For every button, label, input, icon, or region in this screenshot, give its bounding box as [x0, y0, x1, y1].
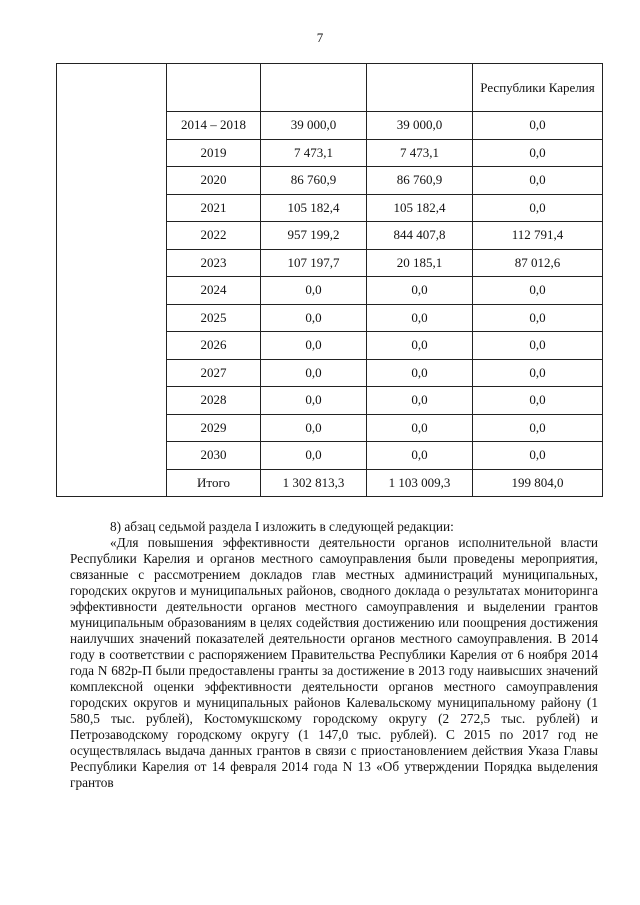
federal-cell: 39 000,0: [367, 112, 473, 140]
republic-cell: 0,0: [473, 112, 603, 140]
header-cell-empty: [367, 64, 473, 112]
year-cell: 2023: [167, 249, 261, 277]
republic-cell: 0,0: [473, 387, 603, 415]
header-cell-empty: [167, 64, 261, 112]
year-cell: Итого: [167, 469, 261, 497]
paragraph-amendment: 8) абзац седьмой раздела I изложить в следующей редакции:: [110, 519, 454, 534]
federal-cell: 20 185,1: [367, 249, 473, 277]
page-number: 7: [316, 30, 324, 45]
republic-cell: 87 012,6: [473, 249, 603, 277]
republic-cell: 0,0: [473, 414, 603, 442]
total-cell: 39 000,0: [261, 112, 367, 140]
total-cell: 957 199,2: [261, 222, 367, 250]
year-cell: 2025: [167, 304, 261, 332]
year-cell: 2024: [167, 277, 261, 305]
total-cell: 0,0: [261, 359, 367, 387]
year-cell: 2022: [167, 222, 261, 250]
republic-cell: 112 791,4: [473, 222, 603, 250]
republic-cell: 0,0: [473, 304, 603, 332]
year-cell: 2026: [167, 332, 261, 360]
federal-cell: 844 407,8: [367, 222, 473, 250]
total-cell: 0,0: [261, 304, 367, 332]
year-cell: 2019: [167, 139, 261, 167]
republic-cell: 0,0: [473, 277, 603, 305]
republic-cell: 0,0: [473, 139, 603, 167]
federal-cell: 7 473,1: [367, 139, 473, 167]
total-cell: 0,0: [261, 414, 367, 442]
total-cell: 0,0: [261, 442, 367, 470]
federal-cell: 86 760,9: [367, 167, 473, 195]
federal-cell: 105 182,4: [367, 194, 473, 222]
federal-cell: 0,0: [367, 442, 473, 470]
year-cell: 2021: [167, 194, 261, 222]
header-cell-empty: [261, 64, 367, 112]
federal-cell: 0,0: [367, 277, 473, 305]
total-cell: 0,0: [261, 332, 367, 360]
blank-cell: [57, 64, 167, 497]
year-cell: 2030: [167, 442, 261, 470]
year-cell: 2020: [167, 167, 261, 195]
table-header-row: [57, 64, 603, 112]
republic-cell: 0,0: [473, 167, 603, 195]
federal-cell: 1 103 009,3: [367, 469, 473, 497]
federal-cell: 0,0: [367, 387, 473, 415]
republic-cell: 0,0: [473, 332, 603, 360]
total-cell: 7 473,1: [261, 139, 367, 167]
federal-cell: 0,0: [367, 304, 473, 332]
federal-cell: 0,0: [367, 414, 473, 442]
republic-cell: 0,0: [473, 359, 603, 387]
total-cell: 107 197,7: [261, 249, 367, 277]
year-cell: 2014 – 2018: [167, 112, 261, 140]
republic-cell: 0,0: [473, 442, 603, 470]
year-cell: 2027: [167, 359, 261, 387]
total-cell: 1 302 813,3: [261, 469, 367, 497]
total-cell: 105 182,4: [261, 194, 367, 222]
republic-cell: 0,0: [473, 194, 603, 222]
republic-cell: 199 804,0: [473, 469, 603, 497]
total-cell: 0,0: [261, 387, 367, 415]
year-cell: 2028: [167, 387, 261, 415]
total-cell: 86 760,9: [261, 167, 367, 195]
header-cell-republic: Республики Карелия: [473, 64, 603, 112]
budget-table: [56, 63, 603, 497]
paragraph-quoted-text: «Для повышения эффективности деятельности органов исполнительной власти Республики Карелия и органов местного самоуправления были проведены мероприятия, связанные с рассмотрением докладов глав местных администраций муниципальных, городских округов и муниципальных районов, сводного доклада о результатах мониторинга эффективности деятельности органов местного самоуправления и выделении грантов муниципальным образованиям в целях содействия достижению или поощрения достижения наилучших значений показателей деятельности органов местного самоуправления. В 2014 году в соответствии с распоряжением Правительства Республики Карелия от 6 ноября 2014 года N 682р-П были предоставлены гранты за достижение в 2013 году наивысших значений комплексной оценки эффективности деятельности органов местного самоуправления городских округов и муниципальных районов Калевальскому муниципальному району (1 580,5 тыс. рублей), Костомукшскому городскому округу (2 272,5 тыс. рублей) и Петрозаводскому городскому округу (1 147,0 тыс. рублей). С 2015 по 2017 год не осуществлялась выдача данных грантов в связи с приостановлением действия Указа Главы Республики Карелия от 14 февраля 2014 года N 13 «Об утверждении Порядка выделения грантов: [70, 535, 598, 790]
year-cell: 2029: [167, 414, 261, 442]
total-cell: 0,0: [261, 277, 367, 305]
federal-cell: 0,0: [367, 359, 473, 387]
federal-cell: 0,0: [367, 332, 473, 360]
body-text: [70, 519, 598, 791]
